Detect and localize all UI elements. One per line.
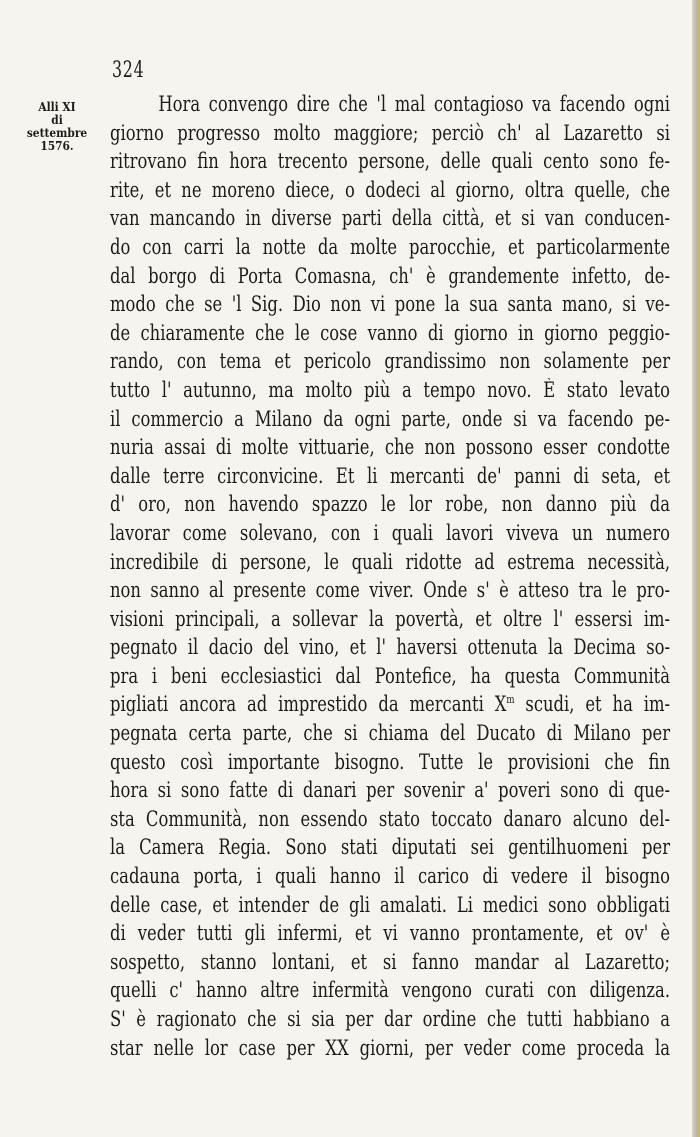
text-line: la Camera Regia. Sono stati diputati sei gentilhuomeni per bbox=[110, 835, 671, 860]
text-line: visioni principali, a sollevar la povertà, et oltre l' essersi im- bbox=[110, 606, 671, 631]
text-line: d' oro, non havendo spazzo le lor robe, non danno più da bbox=[110, 492, 671, 517]
text-line: questo così importante bisogno. Tutte le provisioni che fin bbox=[110, 749, 671, 774]
page-number: 324 bbox=[112, 58, 145, 83]
text-line: sospetto, stanno lontani, et si fanno mandar al Lazaretto; bbox=[110, 949, 671, 974]
text-line: non sanno al presente come viver. Onde s' è atteso tra le pro- bbox=[110, 578, 671, 603]
text-line-part: scudi, et ha im- bbox=[514, 692, 671, 717]
page-edge bbox=[692, 0, 700, 1137]
text-line: dalle terre circonvicine. Et li mercanti de' panni di seta, et bbox=[110, 463, 671, 488]
text-line: sta Communità, non essendo stato toccato danaro alcuno del- bbox=[110, 806, 671, 831]
text-line: incredibile di persone, le quali ridotte ad estrema necessità, bbox=[110, 549, 671, 574]
text-line: rando, con tema et pericolo grandissimo non solamente per bbox=[110, 349, 671, 374]
text-line: hora si sono fatte di danari per sovenir a' poveri sono di que- bbox=[110, 778, 671, 803]
text-line: di veder tutti gli infermi, et vi vanno prontamente, et ov' è bbox=[110, 921, 671, 946]
text-line: lavorar come solevano, con i quali lavori viveva un numero bbox=[110, 520, 671, 545]
text-line: pegnato il dacio del vino, et l' haversi ottenuta la Decima so- bbox=[110, 635, 671, 660]
text-line: van mancando in diverse parti della città, et si van conducen- bbox=[110, 206, 671, 231]
margin-note-line: 1576. bbox=[40, 138, 74, 153]
text-line: modo che se 'l Sig. Dio non vi pone la sua santa mano, si ve- bbox=[110, 292, 671, 317]
text-line: de chiaramente che le cose vanno di giorno in giorno peggio- bbox=[110, 320, 671, 345]
margin-note bbox=[19, 100, 96, 152]
text-line: il commercio a Milano da ogni parte, onde si va facendo pe- bbox=[110, 406, 671, 431]
text-line: quelli c' hanno altre infermità vengono curati con diligenza. bbox=[110, 978, 671, 1003]
text-line: cadauna porta, i quali hanno il carico di vedere il bisogno bbox=[110, 864, 671, 889]
text-line: dal borgo di Porta Comasna, ch' è grandemente infetto, de- bbox=[110, 263, 671, 288]
text-line: ritrovano fin hora trecento persone, delle quali cento sono fe- bbox=[110, 149, 671, 174]
text-line: Hora convengo dire che 'l mal contagioso va facendo ogni bbox=[158, 92, 671, 116]
text-line: pra i beni ecclesiastici dal Pontefice, ha questa Communità bbox=[110, 663, 671, 688]
text-line: S' è ragionato che si sia per dar ordine che tutti habbiano a bbox=[110, 1007, 671, 1031]
text-line: do con carri la notte da molte parocchie, et particolarmente bbox=[110, 234, 671, 259]
text-line: star nelle lor case per XX giorni, per veder come proceda la bbox=[110, 1035, 671, 1060]
margin-note-line: di bbox=[51, 112, 63, 127]
text-line: tutto l' autunno, ma molto più a tempo novo. È stato levato bbox=[110, 377, 671, 402]
text-line: delle case, et intender de gli amalati. Li medici sono obbligati bbox=[110, 892, 671, 917]
text-line: rite, et ne moreno diece, o dodeci al giorno, oltra quelle, che bbox=[110, 177, 671, 202]
text-line: pegnata certa parte, che si chiama del Ducato di Milano per bbox=[110, 721, 671, 746]
text-line-part: pigliati ancora ad imprestido da mercanti X bbox=[110, 692, 507, 717]
text-line bbox=[110, 690, 670, 719]
margin-note-line: Alli XI bbox=[38, 99, 76, 114]
body-text bbox=[110, 90, 670, 1062]
text-line: nuria assai di molte vittuarie, che non possono esser condotte bbox=[110, 435, 671, 460]
text-line: giorno progresso molto maggiore; perciò ch' al Lazaretto si bbox=[110, 120, 671, 145]
superscript-m: m bbox=[506, 693, 515, 707]
margin-note-line: settembre bbox=[26, 125, 88, 140]
